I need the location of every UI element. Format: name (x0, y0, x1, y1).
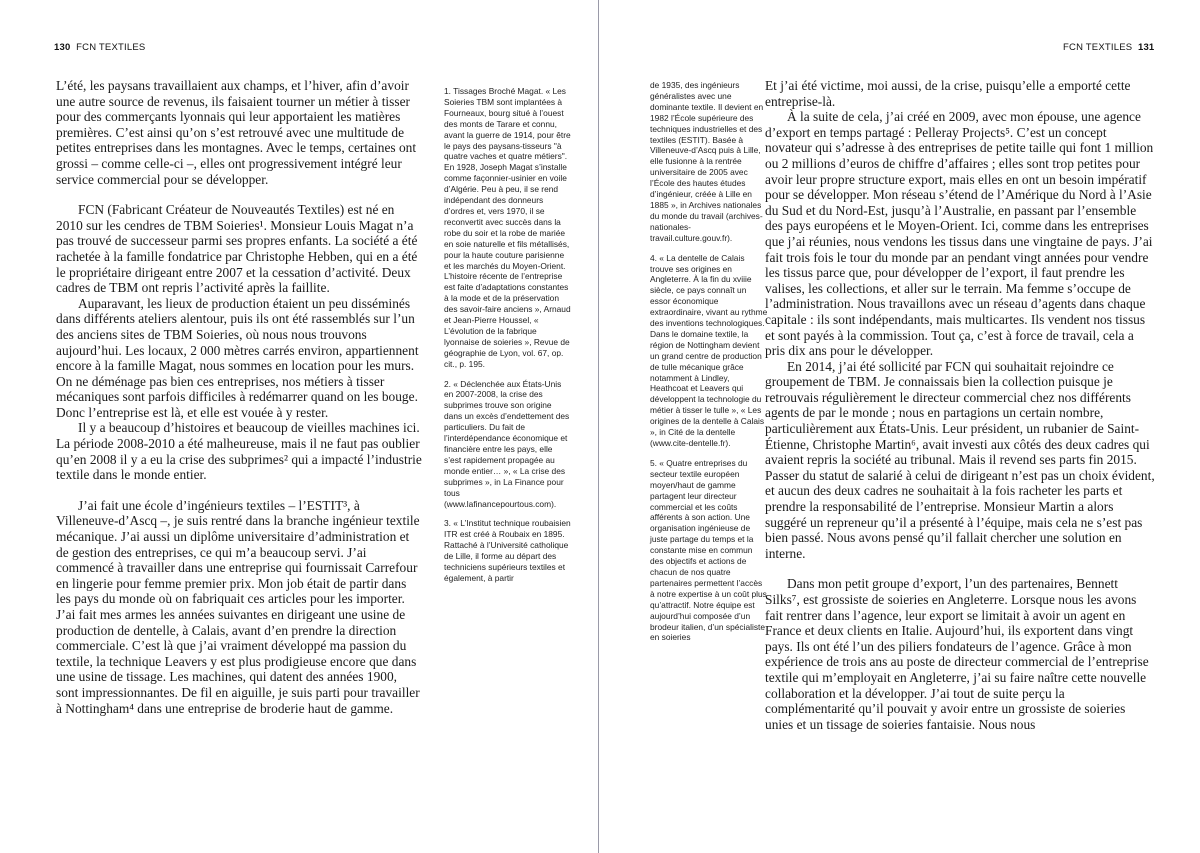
left-paragraph: J’ai fait une école d’ingénieurs textiles – l’ESTIT³, à Villeneuve-d’Ascq –, je suis rentré dans la branche ingénieur textile mécanique. J’ai aussi un diplôme universitaire d’administration et de gestion des entreprises, ce qui m’a beaucoup servi. J’ai commencé à travailler dans une entreprise qui fournissait Carrefour en lingerie pour femme premier prix. Mon job était de partir dans les pays du monde où on fabriquait ces articles pour les importer. J’ai fait mes armes les années suivantes en dirigeant une usine de production de dentelle, à Calais, avant d’en prendre la direction commerciale. C’est là que j’ai vraiment développé ma passion du textile, la technique Leavers y est plus prodigieuse encore que dans une usine de tissage. Les machines, qui datent des années 1900, sont impressionnantes. De fil en aiguille, je suis parti pour travailler à Nottingham⁴ dans une entreprise de broderie haut de gamme. (56, 497, 420, 716)
left-paragraph: L’été, les paysans travaillaient aux champs, et l’hiver, afin d’avoir une autre source de revenus, ils faisaient tourner un métier à tisser pour des commerçants lyonnais qui leur apportaient les matières premières. C’est ainsi qu’on s’est retrouvé avec une multitude de petites entreprises dans les montagnes. Avec le temps, certaines ont grossi – comme celle-ci –, elles ont progressivement intégré leur service commercial pour se développer. (56, 78, 417, 187)
footnote: 3. « L’Institut technique roubaisien ITR est créé à Roubaix en 1895. Rattaché à l’Université catholique de Lille, il forme au départ des techniciens supérieurs textiles et également, à partir (444, 518, 571, 583)
right-footnotes (650, 80, 768, 643)
right-running-head (1063, 42, 1154, 53)
right-paragraph: Dans mon petit groupe d’export, l’un des partenaires, Bennett Silks⁷, est grossiste de soieries en Angleterre. Lorsque nous les avons fait rentrer dans l’agence, leur export se limitait à avoir un agent en France et deux clients en Italie. Aujourd’hui, ils exportent dans vingt pays. Ils ont été l’un des piliers fondateurs de l’agence. Grâce à mon expérience de trois ans au poste de directeur commercial de l’entreprise textile qui m’employait en Angleterre, j’ai su faire naître cette nouvelle collaboration et la développer. J’ai tout de suite perçu la complémentarité qu’il pouvait y avoir entre un grossiste de soieries unies et un tissage de soieries fantaisie. Nous nous (765, 576, 1149, 732)
left-paragraph: FCN (Fabricant Créateur de Nouveautés Textiles) est né en 2010 sur les cendres de TBM Soieries¹. Monsieur Louis Magat n’a pas trouvé de successeur parmi ses propres enfants. La société a été rachetée à la famille fondatrice par Christophe Hebben, qui en a été le propriétaire dirigeant entre 2007 et la cessation d’activité. Deux cadres de TBM ont repris l’activité après la faillite. (56, 202, 418, 296)
footnote: 4. « La dentelle de Calais trouve ses origines en Angleterre. À la fin du xviiie siècle, ce pays connaît un essor économique extraordinaire, vivant au rythme des inventions technologiques. Dans le domaine textile, la région de Nottingham devient un grand centre de production de tulle mécanique grâce notamment à Lindley, Heathcoat et Leavers qui développent la technologie du métier à tisser le tulle », « Les origines de la dentelle à Calais », in Cité de la dentelle (www.cite-dentelle.fr). (650, 252, 768, 448)
footnote: 5. « Quatre entreprises du secteur textile européen moyen/haut de gamme partagent leur directeur commercial et les coûts afférents à son action. Une organisation ingénieuse de juste partage du temps et la constante mise en commun des objectifs et actions de chacun de nos quatre partenaires permettent l’accès à notre expertise à un coût plus qu’attractif. Notre équipe est aujourd’hui composée d’un brodeur italien, d’un spécialiste en soieries (650, 457, 767, 643)
left-running-title: FCN TEXTILES (76, 42, 146, 53)
left-paragraph: Il y a beaucoup d’histoires et beaucoup de vieilles machines ici. La période 2008-2010 a été malheureuse, mais il ne faut pas oublier qu’en 2008 il y a eu la crise des subprimes² qui a impacté l’industrie textile dans le monde entier. (56, 420, 422, 483)
footnote: 2. « Déclenchée aux États-Unis en 2007-2008, la crise des subprimes trouve son origine dans un excès d’endettement des particuliers. Du fait de l’interdépendance économique et financière entre les pays, elle s’est rapidement propagée au monde entier… », « La crise des subprimes », in La Finance pour tous (www.lafinancepourtous.com). (444, 378, 570, 509)
left-paragraph: Auparavant, les lieux de production étaient un peu disséminés dans différents ateliers alentour, puis ils ont été rassemblés sur l’un des anciens sites de TBM Soieries, où nous nous trouvons aujourd’hui. Les locaux, 2 000 mètres carrés environ, appartiennent encore à la famille Magat, nous sommes en location pour les murs. On ne déménage pas bien ces entreprises, nos métiers à tisser mécaniques sont parfois difficiles à redémarrer quand on les bouge. Donc l’entreprise est là, et elle est vouée à y rester. (56, 295, 419, 420)
footnote: de 1935, des ingénieurs généralistes avec une dominante textile. Il devient en 1982 l’École supérieure des techniques industrielles et des textiles (ESTIT). Basée à Villeneuve-d’Ascq puis à Lille, elle fusionne à la rentrée universitaire de 2005 avec l’École des hautes études d’ingénieur, créée à Lille en 1885 », in Archives nationales du monde du travail (archives-nationales-travail.culture.gouv.fr). (650, 80, 764, 243)
right-paragraph: En 2014, j’ai été sollicité par FCN qui souhaitait rejoindre ce groupement de TBM. Je connaissais bien la collection puisque je retrouvais régulièrement le directeur commercial chez nos différents agents de par le monde ; nous en partagions un certain nombre, particulièrement aux États-Unis. Leur président, un rubanier de Saint-Étienne, Christophe Martin⁶, avait investi aux côtés des deux cadres qui avaient repris la société au tribunal. Mais il revend ses parts fin 2015. Passer du statut de salarié à celui de dirigeant n’est pas un choix évident, et aucun des deux cadres ne souhaitait à la fois racheter les parts et prendre la responsabilité de l’entreprise. Monsieur Martin a alors suggéré un repreneur qu’il a présenté à l’équipe, mais cela ne s’est pas bien passé. Nous avons pensé qu’il fallait chercher une solution en interne. (765, 358, 1155, 561)
right-main-text (765, 78, 1155, 732)
left-page (0, 0, 598, 853)
footnote: 1. Tissages Broché Magat. « Les Soieries TBM sont implantées à Fourneaux, bourg situé à l’ouest des monts de Tarare et connu, avant la guerre de 1914, pour être le pays des paysans-tisseurs "à quatre vaches et quatre métiers". En 1928, Joseph Magat s’installe comme façonnier-usinier en voile d’Algérie. Peu à peu, il se rend indépendant des donneurs d’ordres et, vers 1970, il se reconvertit avec succès dans la robe du soir et la robe de mariée en soie naturelle et fils métallisés, pour la haute couture parisienne et les marchés du Moyen-Orient. L’histoire récente de l’entreprise est faite d’adaptations constantes à la mode et de la préservation des savoir-faire anciens », Arnaud et Jean-Pierre Houssel, « L’évolution de la fabrique lyonnaise de soieries », Revue de géographie de Lyon, vol. 67, op. cit., p. 195. (444, 86, 571, 369)
right-paragraph: Et j’ai été victime, moi aussi, de la crise, puisqu’elle a emporté cette entreprise-là. (765, 78, 1131, 109)
right-running-title: FCN TEXTILES (1063, 42, 1133, 53)
left-page-number: 130 (54, 42, 71, 53)
right-page-number: 131 (1137, 42, 1155, 53)
left-footnotes (444, 86, 572, 584)
page-gutter (598, 0, 599, 853)
left-main-text (56, 78, 422, 716)
left-running-head (54, 42, 145, 53)
right-page (602, 0, 1200, 853)
right-paragraph: À la suite de cela, j’ai créé en 2009, avec mon épouse, une agence d’export en temps partagé : Pelleray Projects⁵. C’est un concept novateur qui s’adresse à des entreprises de petite taille qui font 1 million ou 2 millions d’euros de chiffre d’affaires ; elles sont trop petites pour avoir leur propre structure export, mais elles en ont un besoin impératif pour se développer. Mon réseau s’étend de l’Amérique du Nord à l’Asie du Sud et du Nord-Est, jusqu’à l’Australie, en passant par l’ensemble des pays européens et le Moyen-Orient. Ici, comme dans les entreprises que j’ai réunies, nous vendons les tissus dans une vingtaine de pays. J’ai fait trois fois le tour du monde par an pendant vingt années pour vendre les tissus parce que, pour développer de l’export, il faut prendre les valises, les collections, et aller sur le terrain. Ma femme s’occupe de l’administration. Nous travaillons avec un réseau d’agents dans chaque capitale : ils sont indépendants, mais multicartes. Ils vendent nos tissus et sont payés à la commission. Tout ça, c’est à force de travail, cela a pris dix ans pour le développer. (765, 109, 1154, 359)
